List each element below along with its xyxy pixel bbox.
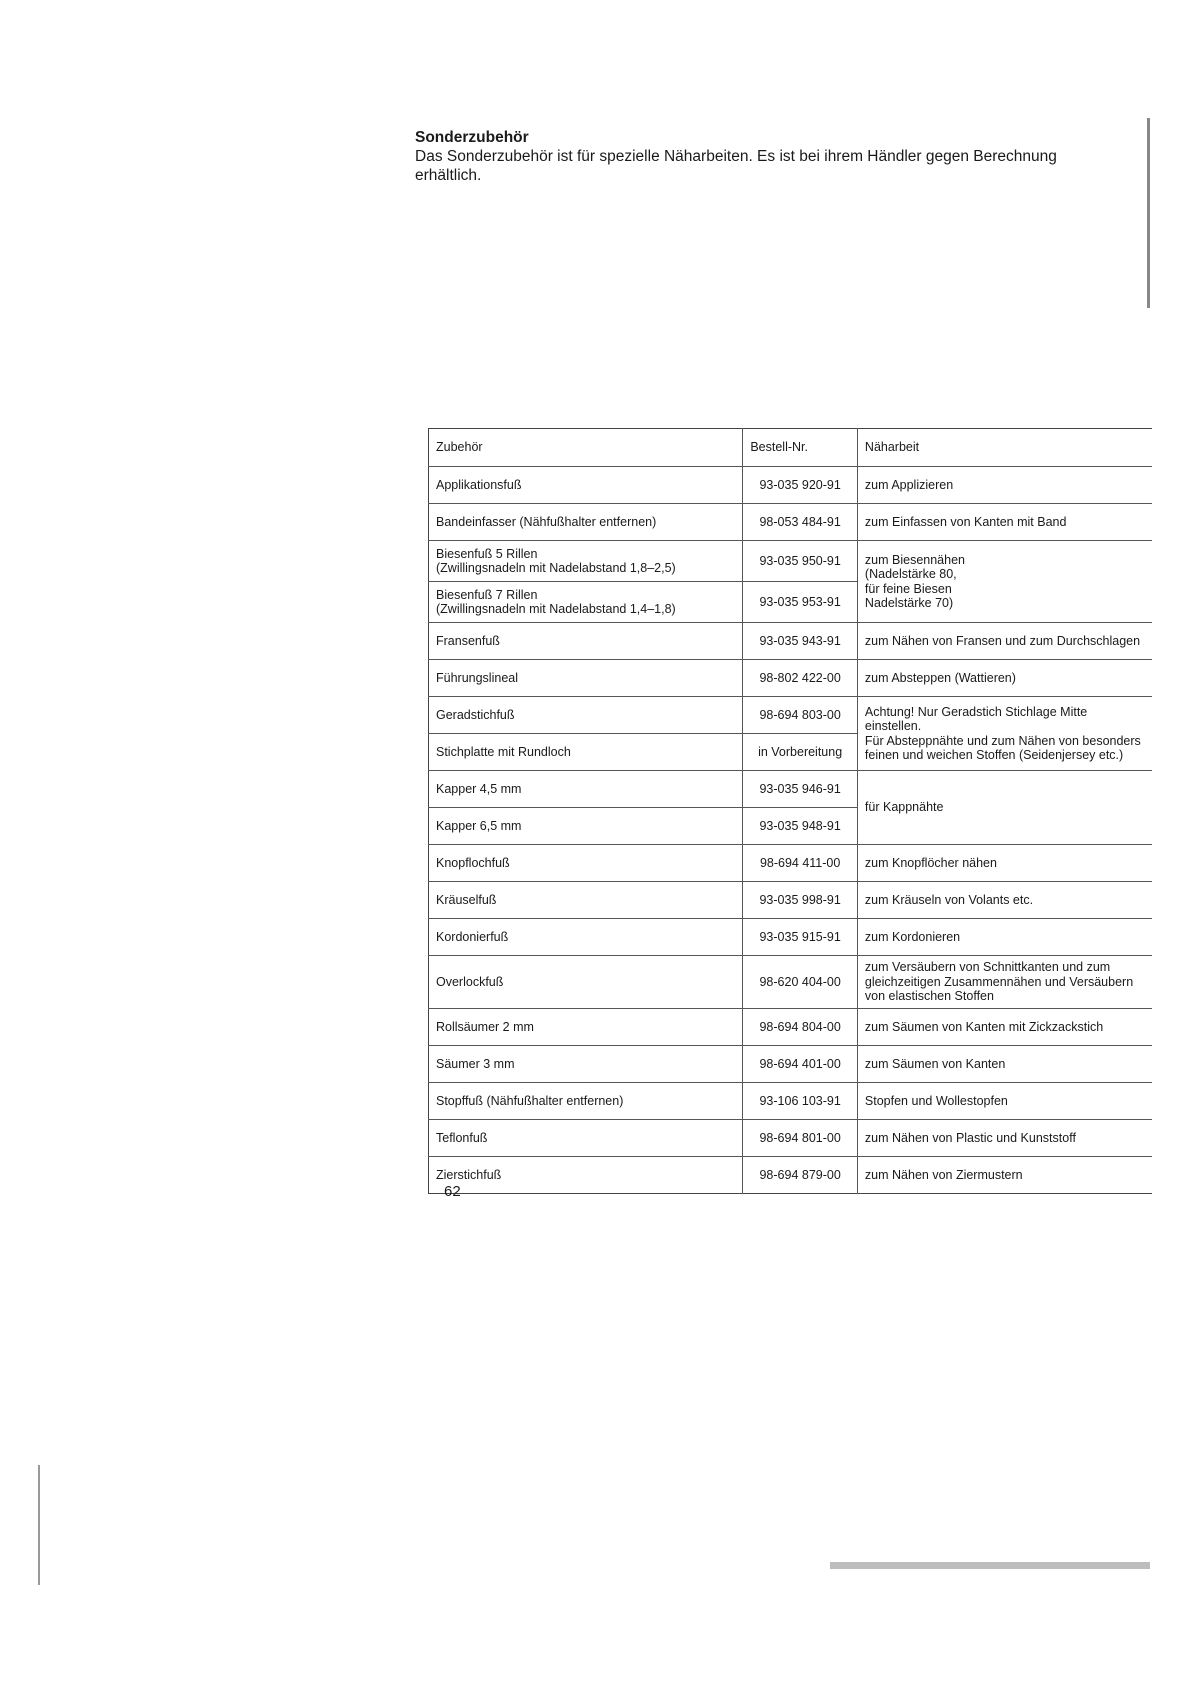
use-cell: zum Kräuseln von Volants etc. [857,882,1152,919]
page-number: 62 [444,1183,461,1200]
accessory-cell: Stichplatte mit Rundloch [429,734,743,771]
accessory-cell: Knopflochfuß [429,845,743,882]
order-no-cell: 98-694 879-00 [743,1157,858,1194]
intro-text: Das Sonderzubehör ist für spezielle Näharbeiten. Es ist bei ihrem Händler gegen Berechnung erhältlich. [415,148,1057,184]
use-cell: zum Versäubern von Schnittkanten und zum gleichzeitigen Zusammennähen und Versäubern von elastischen Stoffen [857,956,1152,1009]
section-heading: Sonderzubehör [415,129,529,146]
order-no-cell: 98-694 411-00 [743,845,858,882]
accessory-cell: Zierstichfuß [436,1167,502,1182]
table-row [429,771,1153,808]
order-no-cell: 93-035 950-91 [743,541,858,582]
accessory-cell: Führungslineal [429,660,743,697]
table-row [429,697,1153,734]
order-no-cell: 93-035 920-91 [743,467,858,504]
accessory-cell: Biesenfuß 5 Rillen (Zwillingsnadeln mit Nadelabstand 1,8–2,5) [429,541,743,582]
table-row [429,1046,1153,1083]
table-row [429,660,1153,697]
accessory-cell: Kapper 4,5 mm [429,771,743,808]
order-no-cell: 93-035 943-91 [743,623,858,660]
accessory-cell: Bandeinfasser (Nähfußhalter entfernen) [429,504,743,541]
order-no-cell: 98-620 404-00 [743,956,858,1009]
table-row [429,919,1153,956]
table-row [429,1083,1153,1120]
table-row [429,956,1153,1009]
use-cell: zum Kordonieren [857,919,1152,956]
use-cell: Stopfen und Wollestopfen [857,1083,1152,1120]
table-row [429,1009,1153,1046]
accessory-cell: Biesenfuß 7 Rillen (Zwillingsnadeln mit Nadelabstand 1,4–1,8) [429,582,743,623]
scan-edge-mark [38,1465,40,1585]
table-row [429,1157,1153,1194]
table-row [429,623,1153,660]
use-cell: zum Knopflöcher nähen [857,845,1152,882]
order-no-cell: 93-106 103-91 [743,1083,858,1120]
use-cell: zum Einfassen von Kanten mit Band [857,504,1152,541]
order-no-cell: 98-053 484-91 [743,504,858,541]
use-cell: für Kappnähte [857,771,1152,845]
use-cell: zum Applizieren [857,467,1152,504]
header-accessory: Zubehör [429,429,743,467]
accessory-cell: Teflonfuß [429,1120,743,1157]
order-no-cell: 98-694 803-00 [743,697,858,734]
use-cell: zum Säumen von Kanten mit Zickzackstich [857,1009,1152,1046]
order-no-cell: 93-035 948-91 [743,808,858,845]
header-use: Näharbeit [857,429,1152,467]
accessory-cell: Overlockfuß [429,956,743,1009]
use-cell: Achtung! Nur Geradstich Stichlage Mitte einstellen. Für Absteppnähte und zum Nähen von besonders feinen und weichen Stoffen (Seidenjersey etc.) [857,697,1152,771]
table-row [429,882,1153,919]
accessory-cell: Kräuselfuß [429,882,743,919]
accessory-cell: Rollsäumer 2 mm [429,1009,743,1046]
accessory-cell: Applikationsfuß [429,467,743,504]
use-cell: zum Nähen von Fransen und zum Durchschlagen [857,623,1152,660]
intro-section [415,128,1115,185]
table-row [429,504,1153,541]
accessory-cell: Geradstichfuß [429,697,743,734]
order-no-cell: 98-694 401-00 [743,1046,858,1083]
use-cell: zum Absteppen (Wattieren) [857,660,1152,697]
order-no-cell: in Vorbereitung [743,734,858,771]
scan-edge-mark [1147,118,1150,308]
header-order-no: Bestell-Nr. [743,429,858,467]
accessory-cell: Säumer 3 mm [429,1046,743,1083]
table-row [429,541,1153,582]
accessory-cell: Kapper 6,5 mm [429,808,743,845]
use-cell: zum Nähen von Ziermustern [864,1167,1023,1182]
use-cell: zum Säumen von Kanten [857,1046,1152,1083]
order-no-cell: 93-035 946-91 [743,771,858,808]
use-cell: zum Nähen von Plastic und Kunststoff [857,1120,1152,1157]
accessory-cell: Fransenfuß [429,623,743,660]
table-row [429,845,1153,882]
order-no-cell: 93-035 915-91 [743,919,858,956]
accessories-table [428,428,1152,1194]
order-no-cell: 98-694 804-00 [743,1009,858,1046]
order-no-cell: 98-694 801-00 [743,1120,858,1157]
table-header-row [429,429,1153,467]
order-no-cell: 98-802 422-00 [743,660,858,697]
use-cell: zum Biesennähen (Nadelstärke 80, für feine Biesen Nadelstärke 70) [857,541,1152,623]
order-no-cell: 93-035 953-91 [743,582,858,623]
order-no-cell: 93-035 998-91 [743,882,858,919]
table-row [429,467,1153,504]
accessory-cell: Stopffuß (Nähfußhalter entfernen) [429,1083,743,1120]
scan-bottom-strip [830,1562,1150,1569]
table-row [429,1120,1153,1157]
accessory-cell: Kordonierfuß [429,919,743,956]
